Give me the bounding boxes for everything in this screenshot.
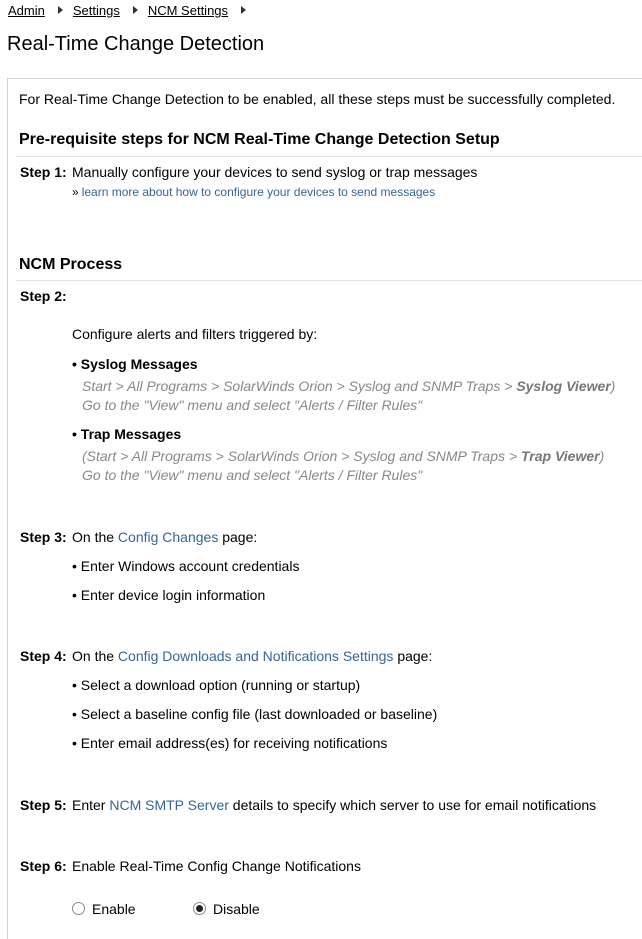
step1-label: Step 1: — [20, 164, 67, 180]
step5-label: Step 5: — [20, 797, 67, 813]
list-item: • Enter email address(es) for receiving notifications — [72, 735, 388, 751]
list-item: • Select a baseline config file (last downloaded or baseline) — [72, 706, 438, 722]
step3-post: page: — [222, 529, 258, 545]
learn-more-link-row — [72, 185, 435, 199]
section-divider — [16, 156, 642, 157]
config-changes-link[interactable]: Config Changes — [117, 529, 219, 545]
learn-more-link[interactable]: learn more about how to configure your devices to send messages — [81, 185, 436, 199]
list-item: • Enter device login information — [72, 587, 266, 603]
syslog-path-close: ) — [610, 378, 616, 394]
disable-radio-option[interactable] — [193, 901, 260, 917]
step2-label: Step 2: — [20, 288, 67, 304]
step1-text: Manually configure your devices to send syslog or trap messages — [72, 164, 478, 180]
process-section-title: NCM Process — [19, 256, 123, 273]
step3-label: Step 3: — [20, 529, 67, 545]
syslog-viewer-name: Syslog Viewer — [516, 378, 611, 394]
syslog-menu-instruction: Go to the "View" menu and select "Alerts / Filter Rules" — [82, 397, 423, 413]
section-divider — [16, 280, 642, 281]
list-item: • Select a download option (running or startup) — [72, 677, 361, 693]
list-item-text: Select a baseline config file (last downloaded or baseline) — [80, 706, 438, 722]
list-item: • Enter Windows account credentials — [72, 558, 300, 574]
breadcrumb-settings-link[interactable]: Settings — [72, 3, 120, 18]
disable-radio-label: Disable — [213, 901, 260, 917]
prereq-section-title: Pre-requisite steps for NCM Real-Time Change Detection Setup — [19, 131, 500, 148]
trap-messages-item: • Trap Messages — [72, 426, 182, 442]
ncm-smtp-server-link[interactable]: NCM SMTP Server — [109, 797, 229, 813]
syslog-messages-item: • Syslog Messages — [72, 356, 198, 372]
trap-viewer-name: Trap Viewer — [520, 448, 600, 464]
step4-pre: On the — [72, 648, 115, 664]
step6-label: Step 6: — [20, 858, 67, 874]
intro-text: For Real-Time Change Detection to be enabled, all these steps must be successfully completed. — [19, 91, 616, 107]
config-downloads-notifications-link[interactable]: Config Downloads and Notifications Settings — [117, 648, 394, 664]
breadcrumb-arrow-icon — [133, 6, 138, 14]
disable-radio-button[interactable] — [193, 902, 206, 915]
step5-pre: Enter — [72, 797, 106, 813]
trap-path-close: ) — [599, 448, 605, 464]
step4-label: Step 4: — [20, 648, 67, 664]
breadcrumb-arrow-icon — [241, 6, 246, 14]
step4-text — [72, 648, 432, 664]
trap-messages-title: Trap Messages — [80, 426, 182, 442]
step2-intro: Configure alerts and filters triggered by: — [72, 326, 318, 342]
breadcrumb-arrow-icon — [58, 6, 63, 14]
step4-post: page: — [397, 648, 433, 664]
step3-text — [72, 529, 257, 545]
step3-pre: On the — [72, 529, 115, 545]
raquo-icon: » — [72, 185, 79, 199]
syslog-path — [82, 378, 615, 394]
step5-post: details to specify which server to use for email notifications — [232, 797, 597, 813]
step6-text: Enable Real-Time Config Change Notifications — [72, 858, 361, 874]
enable-radio-button[interactable] — [72, 902, 85, 915]
trap-path-text: (Start > All Programs > SolarWinds Orion > Syslog and SNMP Traps > — [82, 448, 521, 464]
page-title: Real-Time Change Detection — [7, 33, 265, 55]
list-item-text: Enter email address(es) for receiving notifications — [80, 735, 388, 751]
breadcrumb — [8, 3, 256, 18]
trap-path — [82, 448, 604, 464]
list-item-text: Select a download option (running or startup) — [80, 677, 361, 693]
enable-radio-label: Enable — [92, 901, 136, 917]
syslog-path-text: Start > All Programs > SolarWinds Orion > Syslog and SNMP Traps > — [82, 378, 517, 394]
list-item-text: Enter device login information — [80, 587, 266, 603]
breadcrumb-admin-link[interactable]: Admin — [8, 3, 45, 18]
trap-menu-instruction: Go to the "View" menu and select "Alerts / Filter Rules" — [82, 467, 423, 483]
breadcrumb-ncm-settings-link[interactable]: NCM Settings — [147, 3, 229, 18]
syslog-messages-title: Syslog Messages — [80, 356, 198, 372]
enable-radio-option[interactable] — [72, 901, 136, 917]
step5-text — [72, 797, 596, 813]
list-item-text: Enter Windows account credentials — [80, 558, 300, 574]
